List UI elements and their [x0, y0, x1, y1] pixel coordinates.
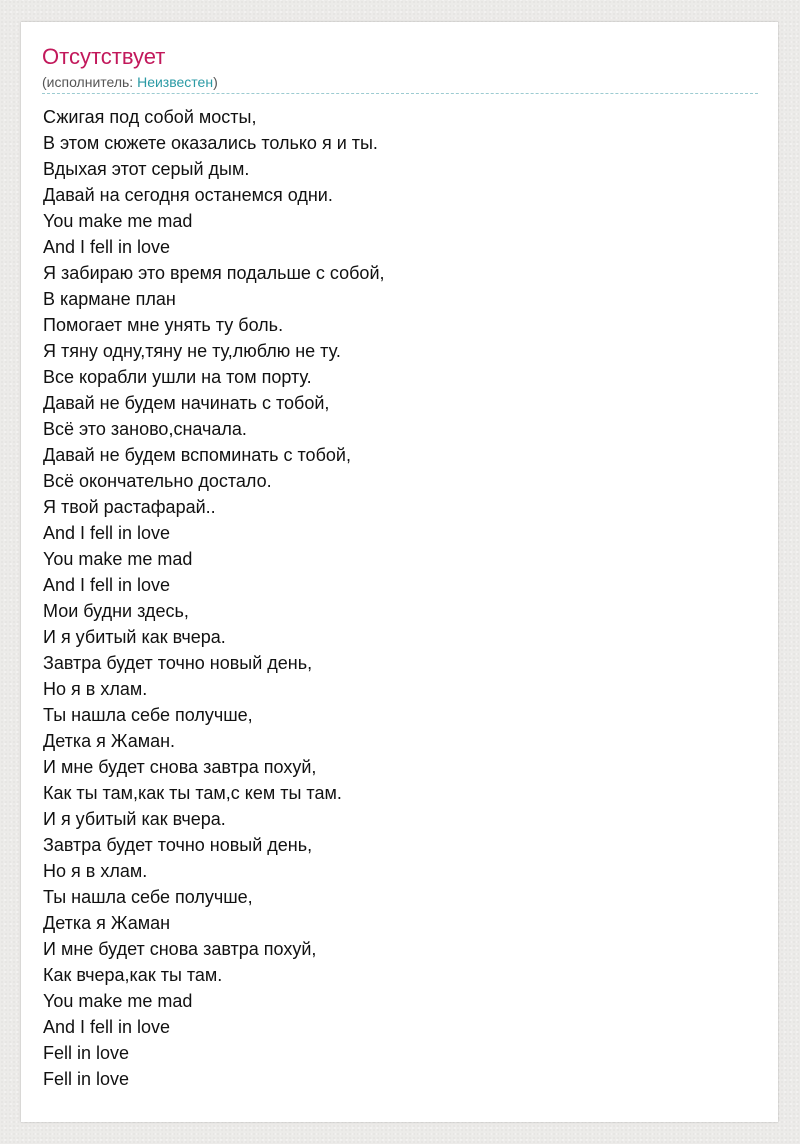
lyric-line: Я забираю это время подальше с собой, [43, 263, 385, 283]
lyric-line: Я твой растафарай.. [43, 497, 216, 517]
lyric-line: Детка я Жаман. [43, 731, 176, 751]
lyric-line: И я убитый как вчера. [43, 809, 226, 829]
artist-link[interactable]: Неизвестен [137, 74, 214, 90]
lyric-line: В этом сюжете оказались только я и ты. [43, 133, 378, 153]
lyric-line: Помогает мне унять ту боль. [43, 315, 284, 335]
lyric-line: And I fell in love [43, 1017, 171, 1037]
lyric-line: Все корабли ушли на том порту. [43, 367, 312, 387]
lyric-line: You make me mad [43, 549, 193, 569]
artist-prefix: (исполнитель: [42, 74, 138, 90]
artist-line [42, 73, 218, 91]
lyric-line: Fell in love [43, 1043, 130, 1063]
lyric-line: And I fell in love [43, 575, 171, 595]
artist-suffix: ) [213, 74, 218, 90]
lyric-line: Как ты там,как ты там,с кем ты там. [43, 783, 342, 803]
lyric-line: Сжигая под собой мосты, [43, 107, 257, 127]
lyric-line: Но я в хлам. [43, 679, 148, 699]
lyric-line: Завтра будет точно новый день, [43, 835, 313, 855]
lyric-line: Как вчера,как ты там. [43, 965, 223, 985]
lyric-line: Fell in love [43, 1069, 130, 1089]
lyric-line: Детка я Жаман [43, 913, 171, 933]
song-title: Отсутствует [42, 44, 166, 69]
lyric-line: Но я в хлам. [43, 861, 148, 881]
lyric-line: Давай на сегодня останемся одни. [43, 185, 333, 205]
lyric-line: Ты нашла себе получше, [43, 887, 253, 907]
title-separator [42, 93, 758, 94]
lyric-line: Всё окончательно достало. [43, 471, 272, 491]
lyric-line: You make me mad [43, 991, 193, 1011]
lyric-line: You make me mad [43, 211, 193, 231]
lyric-line: И мне будет снова завтра похуй, [43, 939, 317, 959]
lyric-line: Завтра будет точно новый день, [43, 653, 313, 673]
lyric-line: And I fell in love [43, 237, 171, 257]
lyric-line: Всё это заново,сначала. [43, 419, 247, 439]
lyric-line: And I fell in love [43, 523, 171, 543]
lyric-line: Я тяну одну,тяну не ту,люблю не ту. [43, 341, 341, 361]
lyric-line: Давай не будем начинать с тобой, [43, 393, 330, 413]
lyric-line: Давай не будем вспоминать с тобой, [43, 445, 351, 465]
lyric-line: В кармане план [43, 289, 176, 309]
lyric-line: Ты нашла себе получше, [43, 705, 253, 725]
lyric-line: Мои будни здесь, [43, 601, 189, 621]
lyrics-card [21, 22, 778, 1122]
lyric-line: И мне будет снова завтра похуй, [43, 757, 317, 777]
lyric-line: Вдыхая этот серый дым. [43, 159, 250, 179]
lyrics-text [43, 104, 385, 1092]
lyric-line: И я убитый как вчера. [43, 627, 226, 647]
